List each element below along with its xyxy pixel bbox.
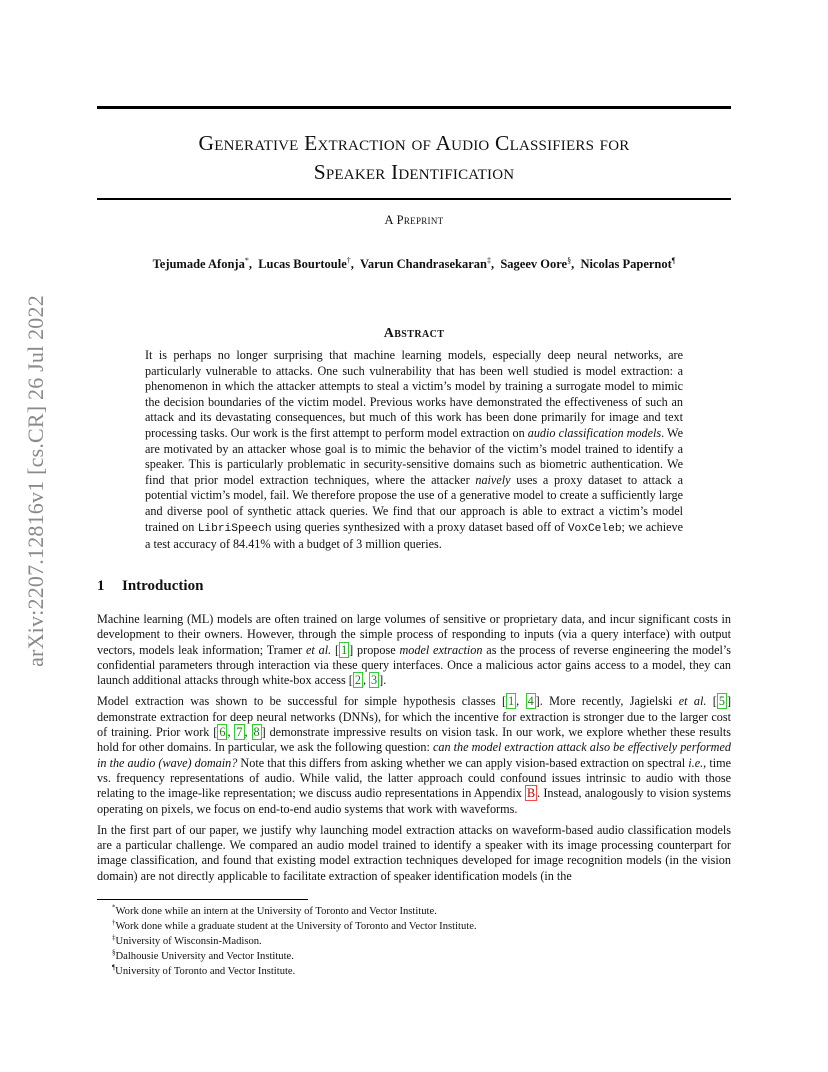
author-mark: † <box>346 255 351 265</box>
appendix-link[interactable]: B <box>527 786 536 801</box>
author-mark: ‡ <box>486 255 491 265</box>
footnote: ‡University of Wisconsin-Madison. <box>112 933 262 947</box>
citation-link[interactable]: 4 <box>527 694 534 709</box>
section-title: Introduction <box>122 578 204 594</box>
title-line-1: Generative Extraction of Audio Classifiers for <box>198 131 630 155</box>
introduction-body <box>97 612 731 890</box>
citation-link[interactable]: 6 <box>219 725 226 740</box>
footnote: ¶University of Toronto and Vector Institute. <box>112 963 296 977</box>
author-name: Lucas Bourtoule <box>258 257 347 271</box>
footnote: §Dalhousie University and Vector Institute. <box>112 948 294 962</box>
section-number: 1 <box>97 578 105 594</box>
paragraph: Model extraction was shown to be successful for simple hypothesis classes [ 1 , 4 ]. More recently, Jagielski et al. [ 5 ] demonstrate extraction for deep neural networks (DNNs), for which the incentive for extraction is stronger due to the larger cost of training. Prior work [ 6 , 7 , 8 ] demonstrate impressive results on vision task. In our work, we explore whether these results hold for other domains. In particular, we ask the following question: can the model extraction attack also be effectively performed in the audio (wave) domain? Note that this differs from asking whether we can apply vision-based extraction on spectral i.e., time vs. frequency representations of audio. While valid, the latter approach could confound issues intrinsic to audio with those relating to the image-like representation; we discuss audio representations in Appendix B . Instead, analogously to vision systems operating on pixels, we focus on end-to-end audio systems that work with waveforms. <box>97 694 732 816</box>
title-rule-bottom <box>97 198 731 200</box>
arxiv-stamp: arXiv:2207.12816v1 [cs.CR] 26 Jul 2022 <box>23 295 48 667</box>
paragraph: Machine learning (ML) models are often trained on large volumes of sensitive or proprietary data, and incur significant costs in development to their owners. However, through the simple process of responding to inputs (via a query interface) with output vectors, models leak information; Tramer et al. [ 1 ] propose model extraction as the process of reverse engineering the model’s confidential parameters through interaction via these query interfaces. Once a malicious actor gains access to a model, they can launch additional attacks through white-box access [ 2 , 3 ]. <box>97 612 732 688</box>
paper-title <box>97 129 731 187</box>
author-mark: * <box>244 255 249 265</box>
author-name: Nicolas Papernot <box>580 257 672 271</box>
title-line-2: Speaker Identification <box>313 160 515 184</box>
footnote: †Work done while a graduate student at the University of Toronto and Vector Institute. <box>112 918 477 932</box>
author-list: Tejumade Afonja*, Lucas Bourtoule†, Varun Chandrasekaran‡, Sageev Oore§, Nicolas Papernot¶ <box>152 255 676 271</box>
author-name: Varun Chandrasekaran <box>359 257 487 271</box>
abstract-heading: Abstract <box>383 326 445 341</box>
footnote: *Work done while an intern at the University of Toronto and Vector Institute. <box>112 903 437 917</box>
citation-link[interactable]: 7 <box>236 725 243 740</box>
citation-link[interactable]: 1 <box>341 642 348 657</box>
citation-link[interactable]: 2 <box>354 673 361 688</box>
author-mark: § <box>567 255 572 265</box>
paragraph: In the first part of our paper, we justify why launching model extraction attacks on waveform-based audio classification models are a particular challenge. We compared an audio model trained to identify a speaker with its image processing counterpart for image classification, and found that existing model extraction techniques developed for image recognition models (in the vision domain) are not directly applicable to facilitate extraction of speaker identification models (in the <box>97 822 731 883</box>
author-name: Tejumade Afonja <box>152 257 245 271</box>
section-heading <box>97 578 203 595</box>
author-mark: ¶ <box>671 255 676 265</box>
footnotes <box>112 904 477 979</box>
preprint-label: A Preprint <box>384 213 444 227</box>
citation-link[interactable]: 8 <box>253 725 260 740</box>
author-name: Sageev Oore <box>500 257 568 271</box>
abstract-text: It is perhaps no longer surprising that machine learning models, especially deep neural networks, are particularly vulnerable to attacks. One such vulnerability that has been well studied is model extraction: a phenomenon in which the attacker attempts to steal a victim’s model by training a surrogate model to mimic the decision boundaries of the victim model. Previous works have demonstrated the effectiveness of such an attack and its devastating consequences, but much of this work has been done primarily for image and text processing tasks. Our work is the first attempt to perform model extraction on audio classification models. We are motivated by an attacker whose goal is to mimic the behavior of the victim’s model trained to identify a speaker. This is particularly problematic in security-sensitive domains such as biometric authentication. We find that prior model extraction techniques, where the attacker naively uses a proxy dataset to attack a potential victim’s model, fail. We therefore propose the use of a generative model to create a sufficiently large and diverse pool of synthetic attack queries. We find that our approach is able to extract a victim’s model trained on LibriSpeech using queries synthesized with a proxy dataset based off of VoxCeleb; we achieve a test accuracy of 84.41% with a budget of 3 million queries. <box>145 348 684 552</box>
footnote-rule <box>97 899 308 900</box>
title-rule-top <box>97 106 731 109</box>
citation-link[interactable]: 5 <box>718 694 725 709</box>
citation-link[interactable]: 3 <box>371 673 378 688</box>
citation-link[interactable]: 1 <box>508 694 515 709</box>
